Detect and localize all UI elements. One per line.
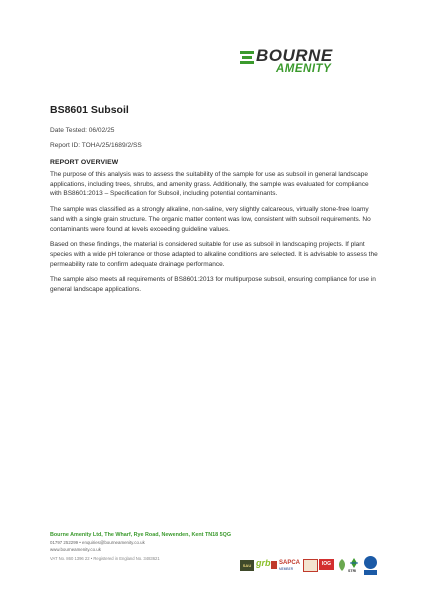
overview-paragraph-4: The sample also meets all requirements of BS8601:2013 for multipurpose subsoil, ensuring compliance for use in general landscape applications. [50, 276, 376, 294]
stri-label: STRI [348, 569, 357, 573]
overview-paragraph-2: The sample was classified as a strongly alkaline, non-saline, very slightly calcareous, virtually stone-free loamy sand with a single grain structure. The organic matter content was low, consistent with subsoil requirements. No contaminants were found at levels exceeding guideline values. [50, 206, 371, 233]
iog-badge-icon: IOG [319, 559, 334, 570]
report-id: Report ID: TOHA/25/1689/2/SS [50, 142, 142, 149]
accreditation-badges [240, 553, 380, 577]
report-title: BS8601 Subsoil [50, 104, 129, 116]
bourne-amenity-logo [236, 46, 376, 80]
logo-word-bourne: BOURNE [256, 46, 333, 65]
overview-paragraph-1: The purpose of this analysis was to assess the suitability of the sample for use as subsoil in general landscape applications, including trees, shrubs, and amenity grass. Additionally, the sample was evaluated for compliance with BS8601:2013 – Specification for Subsoil, including potential contaminants. [50, 171, 369, 198]
footer-website: www.bourneamenity.co.uk [50, 547, 101, 552]
date-tested: Date Tested: 06/02/25 [50, 127, 115, 134]
certification-badge-icon [303, 559, 318, 572]
logo-stripes-icon [236, 51, 254, 66]
iso-badge-base-icon [364, 570, 377, 575]
sapca-badge-icon [279, 559, 301, 573]
stri-badge-icon [348, 556, 360, 576]
grb-badge-icon: grb [256, 558, 271, 568]
iso-badge-icon [364, 556, 377, 569]
overview-heading: REPORT OVERVIEW [50, 159, 119, 166]
leaf-badge-icon [337, 558, 347, 570]
logo-word-amenity: AMENITY [276, 63, 332, 75]
flag-icon [271, 561, 277, 569]
footer-company-address: Bourne Amenity Ltd, The Wharf, Rye Road, Newenden, Kent TN18 5QG [50, 532, 232, 538]
sau-badge-icon: SAU [240, 560, 254, 571]
footer-contact: 01797 252299 • enquiries@bourneamenity.co.uk [50, 540, 145, 545]
sapca-member-label: MEMBER [279, 567, 293, 571]
overview-paragraph-3: Based on these findings, the material is considered suitable for use as subsoil in landscaping projects. If plant species with a wide pH tolerance or those adapted to alkaline conditions are selected. It is advisable to assess the permeability rate to confirm adequate drainage performance. [50, 241, 378, 268]
sapca-label: SAPCA [279, 560, 301, 566]
report-content [50, 104, 380, 301]
footer-vat: VAT No. 860 1396 22 • Registered in England No. 3483621 [50, 556, 160, 561]
